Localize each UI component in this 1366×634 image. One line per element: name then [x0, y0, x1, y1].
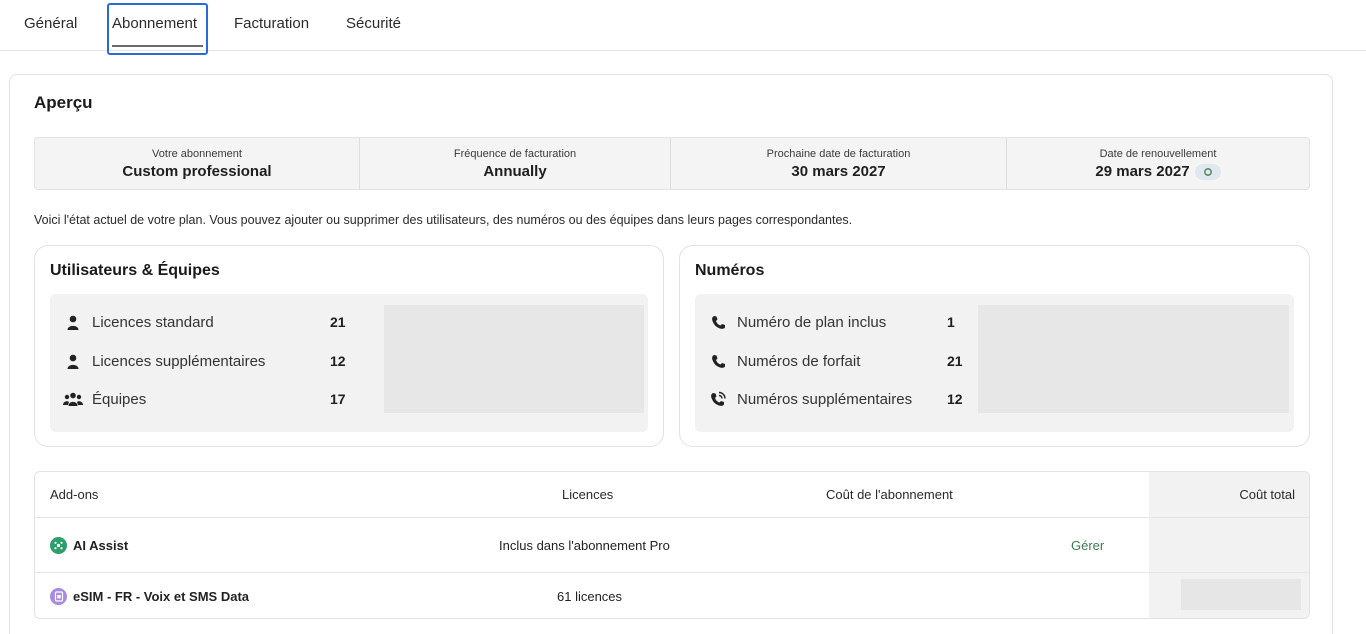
overview-card	[9, 74, 1333, 634]
summary-billing-frequency	[360, 138, 671, 189]
addon-name-cell	[50, 573, 249, 619]
chart-placeholder	[384, 305, 644, 413]
summary-subscription	[35, 138, 360, 189]
summary-label: Date de renouvellement	[1099, 148, 1217, 160]
ai-assist-icon	[50, 537, 67, 554]
summary-label: Votre abonnement	[152, 148, 242, 160]
users-teams-panel	[34, 245, 664, 447]
total-cost-placeholder	[1181, 579, 1301, 610]
row-label: Licences standard	[92, 313, 214, 331]
user-icon	[62, 350, 84, 372]
header-total-cost: Coût total	[1239, 487, 1295, 502]
row-value: 12	[330, 353, 346, 369]
addon-name: eSIM - FR - Voix et SMS Data	[73, 589, 250, 604]
addon-licences: Inclus dans l'abonnement Pro	[499, 537, 670, 553]
summary-value: Custom professional	[122, 163, 272, 180]
plan-intro-text: Voici l'état actuel de votre plan. Vous pouvez ajouter ou supprimer des utilisateurs, des numéros ou des équipes dans leurs pages correspondantes.	[34, 213, 853, 227]
phone-icon	[707, 311, 729, 333]
team-icon	[62, 388, 84, 410]
row-extra-licences	[62, 350, 362, 372]
row-standard-licences	[62, 311, 362, 333]
row-label: Équipes	[92, 390, 147, 408]
table-row	[35, 517, 1310, 572]
user-icon	[62, 311, 84, 333]
summary-next-billing-date	[671, 138, 1007, 189]
row-plan-numbers	[707, 350, 987, 372]
users-teams-title: Utilisateurs & Équipes	[50, 262, 220, 279]
row-label: Numéro de plan inclus	[737, 313, 887, 331]
row-value: 21	[330, 314, 346, 330]
phone-icon	[707, 350, 729, 372]
tab-abonnement[interactable]: Abonnement	[112, 15, 198, 32]
users-teams-body	[50, 294, 648, 432]
tab-focus-ring	[107, 3, 208, 55]
tab-securite[interactable]: Sécurité	[346, 15, 402, 32]
addons-table	[34, 471, 1310, 619]
header-addons: Add-ons	[50, 487, 99, 502]
header-subscription-cost: Coût de l'abonnement	[826, 487, 953, 502]
phone-plus-icon	[707, 388, 729, 410]
row-label: Licences supplémentaires	[92, 352, 266, 370]
summary-value: 29 mars 2027	[1095, 163, 1190, 180]
row-value: 21	[947, 353, 963, 369]
numbers-body	[695, 294, 1294, 432]
row-label: Numéros de forfait	[737, 352, 861, 370]
row-teams	[62, 388, 362, 410]
esim-icon	[50, 588, 67, 605]
summary-value: 30 mars 2027	[791, 163, 886, 180]
summary-label: Fréquence de facturation	[453, 148, 577, 160]
row-value: 17	[330, 391, 346, 407]
tab-facturation[interactable]: Facturation	[234, 15, 310, 32]
renew-icon[interactable]	[1195, 164, 1221, 180]
overview-title: Aperçu	[34, 93, 93, 112]
subscription-summary	[34, 137, 1310, 190]
row-label: Numéros supplémentaires	[737, 390, 913, 408]
addon-licences: 61 licences	[557, 589, 623, 604]
row-included-number	[707, 311, 987, 333]
summary-value: Annually	[483, 163, 547, 180]
tab-general[interactable]: Général	[24, 15, 78, 32]
chart-placeholder	[978, 305, 1289, 413]
row-value: 1	[947, 314, 955, 330]
row-extra-numbers	[707, 388, 987, 410]
summary-renewal-date	[1007, 138, 1309, 189]
manage-link[interactable]: Gérer	[1071, 537, 1105, 553]
numbers-panel	[679, 245, 1310, 447]
summary-value-wrap	[1007, 163, 1309, 180]
summary-label: Prochaine date de facturation	[766, 148, 911, 160]
header-licences: Licences	[562, 487, 614, 502]
table-row	[35, 572, 1310, 619]
numbers-title: Numéros	[695, 262, 765, 279]
row-value: 12	[947, 391, 963, 407]
addon-name: AI Assist	[73, 537, 129, 553]
addon-name-cell	[50, 518, 128, 572]
